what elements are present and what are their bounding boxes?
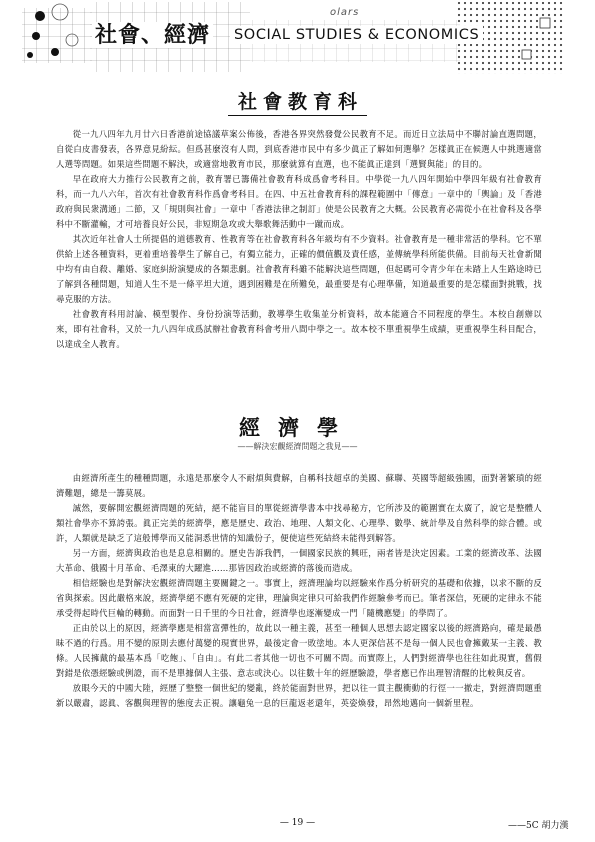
section-title-cn: 社會、經濟: [92, 22, 213, 48]
paragraph: 放眼今天的中國大陸，經歷了整整一個世紀的變亂，終於能面對世界，把以往一貫主觀衝動的行徑一一撤走，對經濟問題重新以嚴肅，認眞、客觀與理智的態度去正視。讓龜兔一息的巨龍返老還年，英姿煥發，昂然地邁向一個新里程。: [56, 683, 542, 708]
section-title-en: SOCIAL STUDIES & ECONOMICS: [230, 26, 483, 44]
article-title-social-education: [0, 87, 595, 114]
page-number: — 19 —: [279, 818, 316, 828]
article-economics-body: [56, 471, 542, 711]
article-title-economics: 經濟學: [239, 415, 356, 440]
article-title-text: 社會教育科: [228, 91, 367, 116]
paragraph: 從一九八四年九月廿六日香港前途協議草案公佈後，香港各界突然發覺公民教育不足。而近日立法局中不聯討論直選問題，自從白皮書發表，各界意見紛紜。但爲甚麼沒有人問，到底香港市民中有多少眞正了解如何選擧？怎樣眞正在候選人中挑選適當人選等問題。如果這些問題不解決，或適當地教育市民，那麼就算有直選，也不能眞正達到「選賢與能」的目的。: [56, 129, 542, 169]
paragraph: 相信經驗也是對解決宏觀經濟問題主要關鍵之一。事實上，經濟理論均以經驗來作爲分析研究的基礎和依據，以求不斷的反省與探索。因此嚴格來說，經濟學絕不應有死硬的定律，理論與定律只可給我們作經驗參考而已。筆者深信，死硬的定律永不能承受得起時代巨輪的轉動。而面對一日千里的今日社會，經濟學也逐漸變成一門「隨機應變」的學問了。: [56, 578, 542, 618]
paragraph: 其次近年社會人士所提倡的道德教育、性教育等在社會教育科各年級均有不少資料。社會教育是一種非常活的學科。它不單供給上述各種資料，更着重培養學生了解自己，有獨立能力，正確的價值觀及責任感，並傳統學科所能供備。目前每天社會新聞中均有由自殺、離婚、家庭糾紛演變成的各類悲劇。社會教育科雖不能解決這些問題，但起碼可令青少年在未踏上人生路途時已了解到各種問題，知道人生不是一條平坦大道，遇到困難是在所難免，最重要是有心理準備，知道最重要的是怎樣面對挑戰，找尋克服的方法。: [56, 234, 542, 304]
paragraph: 另一方面，經濟與政治也是息息相關的。歷史告訴我們，一個國家民族的興旺，兩者皆是決定因素。工業的經濟改革、法國大革命、俄國十月革命、毛澤東的大躍進……那皆因政治或經濟的落後而造成。: [56, 548, 542, 573]
paragraph: 由經濟所產生的種種問題，永遠是那麼令人不耐煩與費解，自稱科技超卓的美國、蘇聯、英國等超級強國，面對著繁瑣的經濟難題，總是一籌莫展。: [56, 473, 542, 498]
paragraph: 誠然，要解開宏觀經濟問題的死結，絕不能盲目的單從經濟學書本中找尋秘方，它所涉及的範圍實在太廣了，說它是整體人類社會學亦不算誇張。眞正完美的經濟學，應是歷史、政治、地理、人類文化、心理學、數學、統計學及自然科學的綜合體。或許，人類就是缺乏了這般博學而又能洞悉世情的知識份子，便使這些死結終未能得到解答。: [56, 503, 542, 543]
header-scrawl: olars: [330, 7, 360, 18]
article-subtitle: ——解決宏觀經濟問題之我見——: [237, 442, 358, 451]
paragraph: 早在政府大力推行公民教育之前，教育署已籌備社會教育科成爲會考科目。中學從一九八四年開始中學四年級有社會教育科，而一九八六年，首次有社會教育科作爲會考科目。在四、中五社會教育科的課程範圍中「傳意」一章中的「輿論」及「香港政府與民衆溝通」二節，又「規則與社會」一章中「香港法律之制訂」使是公民教育之大概。公民教育必需從小在社會科及各學科中不斷灌輸，才可培養良好公民，非短期急攻或大舉歌舞活動中一蹴而成。: [56, 174, 542, 229]
paragraph: 社會教育科用討論、模型製作、身份扮演等活動，教導學生收集並分析資料，故本能適合不同程度的學生。本校自創辦以來，即有社會科，又於一九八四年成爲試辦社會教育科會考卅八間中學之一。故本校不單重視學生成績，更重視學生科目配合，以達成全人教育。: [56, 309, 542, 349]
author-credit: ——5C 胡力漢: [508, 821, 569, 831]
article-social-education-body: [56, 127, 542, 352]
paragraph: 正由於以上的原因，經濟學應是相當富彈性的，故此以一種主義，甚至一種個人思想去認定國家以後的經濟路向，確是最愚昧不過的行爲。用不變的原則去應付萬變的現實世界，最後定會一敗塗地。本人更深信甚不是每一個人民也會擁戴某一主義、教條。人民擁戴的最基本爲「吃飽」、「自由」。有此二者其他一切也不可關不問。而實際上，人們對經濟學也往往如此現實，舊假對錯是依憑經驗或例證，而不是單據個人主張、意志或決心。以往數十年的經歷驗證，學者應已作出理智清醒的比較與反省。: [56, 623, 542, 678]
